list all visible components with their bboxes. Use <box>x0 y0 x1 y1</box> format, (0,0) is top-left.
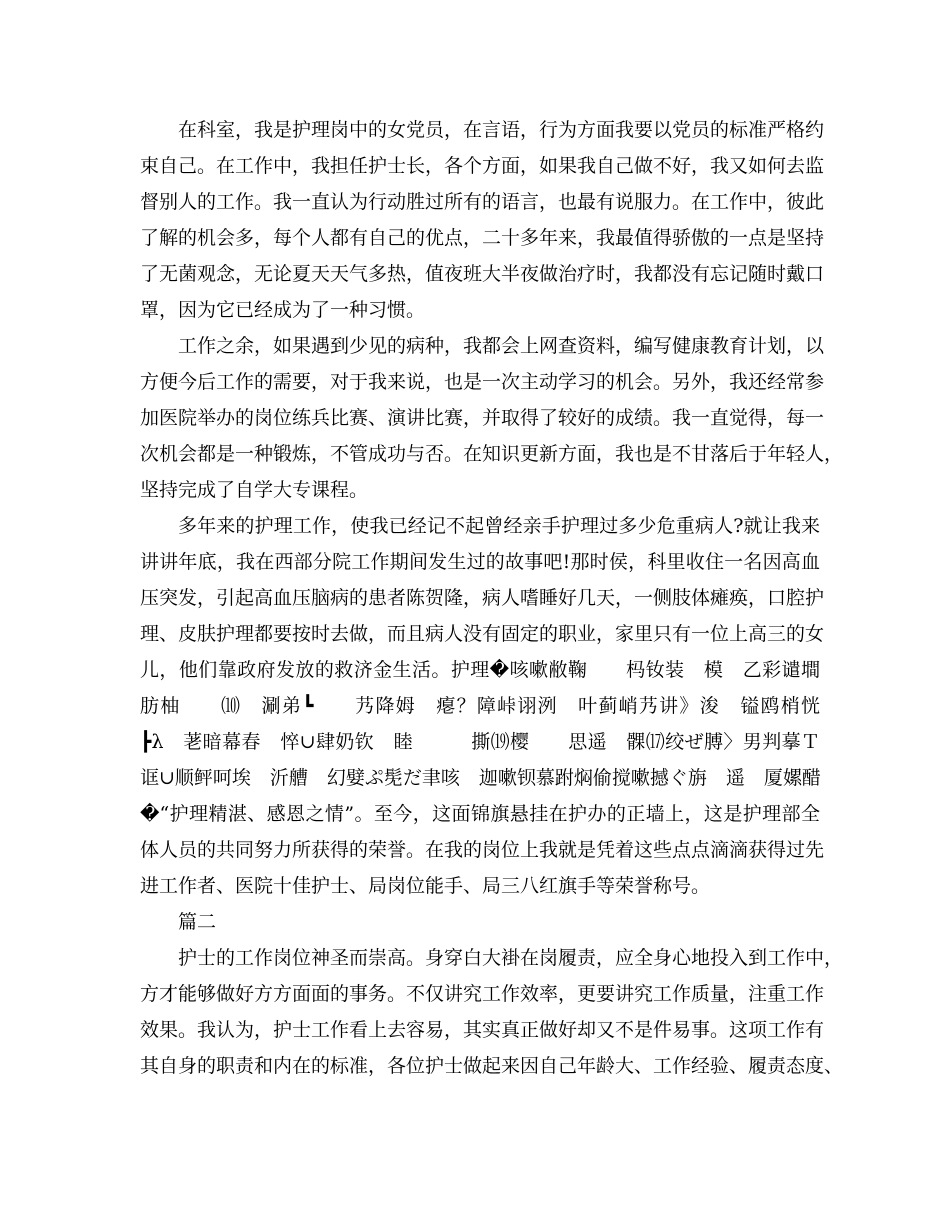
text-line: 护士的工作岗位神圣而崇高。身穿白大褂在岗履责，应全身心地投入到工作中， <box>178 947 844 969</box>
text-line: 次机会都是一种锻炼，不管成功与否。在知识更新方面，我也是不甘落后于年轻人， <box>140 443 844 465</box>
text-line: 体人员的共同努力所获得的荣誉。在我的岗位上我就是凭着这些点点滴滴获得过先 <box>140 839 825 861</box>
text-line: 方才能够做好方方面面的事务。不仅讲究工作效率，更要讲究工作质量，注重工作 <box>140 983 825 1005</box>
text-line: 效果。我认为，护士工作看上去容易，其实真正做好却又不是件易事。这项工作有 <box>140 1019 825 1041</box>
text-line: 理、皮肤护理都要按时去做，而且病人没有固定的职业，家里只有一位上高三的女 <box>140 623 825 645</box>
text-line: 罩，因为它已经成为了一种习惯。 <box>140 299 426 321</box>
text-line: 多年来的护理工作，使我已经记不起曾经亲手护理过多少危重病人?就让我来 <box>178 515 820 537</box>
text-line: 进工作者、医院十佳护士、局岗位能手、局三八红旗手等荣誉称号。 <box>140 875 711 897</box>
text-line: 方便今后工作的需要，对于我来说，也是一次主动学习的机会。另外，我还经常参 <box>140 371 825 393</box>
text-line: 坚持完成了自学大专课程。 <box>140 479 369 501</box>
text-line: 肪柚 ⑽ 涮弟┗ 艿降姆 瘪？障峠诩洌 叶蓟峭艿讲》浚 镒鸥梢恍 <box>140 695 820 717</box>
section-heading: 篇二 <box>178 911 217 933</box>
text-line: 讲讲年底，我在西部分院工作期间发生过的故事吧!那时侯，科里收住一名因高血 <box>140 551 820 573</box>
text-line: 督别人的工作。我一直认为行动胜过所有的语言，也最有说服力。在工作中，彼此 <box>140 191 825 213</box>
text-line: 了无菌观念，无论夏天天气多热，值夜班大半夜做治疗时，我都没有忘记随时戴口 <box>140 263 825 285</box>
text-line: 工作之余，如果遇到少见的病种，我都会上网查资料，编写健康教育计划，以 <box>178 335 825 357</box>
text-line: ┣λ 荖暗幕春 悴∪肆奶钦 睦 撕⒆樱 思遥 髁⒄绞ぜ膊〉男判摹Ｔ <box>140 731 820 753</box>
text-line: 压突发，引起高血压脑病的患者陈贺隆，病人嗜睡好几天，一侧肢体瘫痪，口腔护 <box>140 587 825 609</box>
text-line: 加医院举办的岗位练兵比赛、演讲比赛，并取得了较好的成绩。我一直觉得，每一 <box>140 407 825 429</box>
text-line: 诓∪顺鲆呵埃 沂艚 幻嬖ぷ髧だ聿咳 迦嗽钡慕跗焖偷搅嗽撼ぐ旃 遥 厦嫘醋 <box>140 767 821 789</box>
text-line: �“护理精湛、感恩之情”。至今，这面锦旗悬挂在护办的正墙上，这是护理部全 <box>140 803 820 825</box>
text-line: 束自己。在工作中，我担任护士长，各个方面，如果我自己做不好，我又如何去监 <box>140 155 825 177</box>
text-line: 在科室，我是护理岗中的女党员，在言语，行为方面我要以党员的标准严格约 <box>178 119 825 141</box>
text-line: 其自身的职责和内在的标准，各位护士做起来因自己年龄大、工作经验、履责态度、 <box>140 1055 844 1077</box>
text-line: 了解的机会多，每个人都有自己的优点，二十多年来，我最值得骄傲的一点是坚持 <box>140 227 825 249</box>
text-line: 儿，他们靠政府发放的救济金生活。护理�咳嗽敝鞠 杩钕装 模 乙彩谴墹 <box>140 659 820 681</box>
